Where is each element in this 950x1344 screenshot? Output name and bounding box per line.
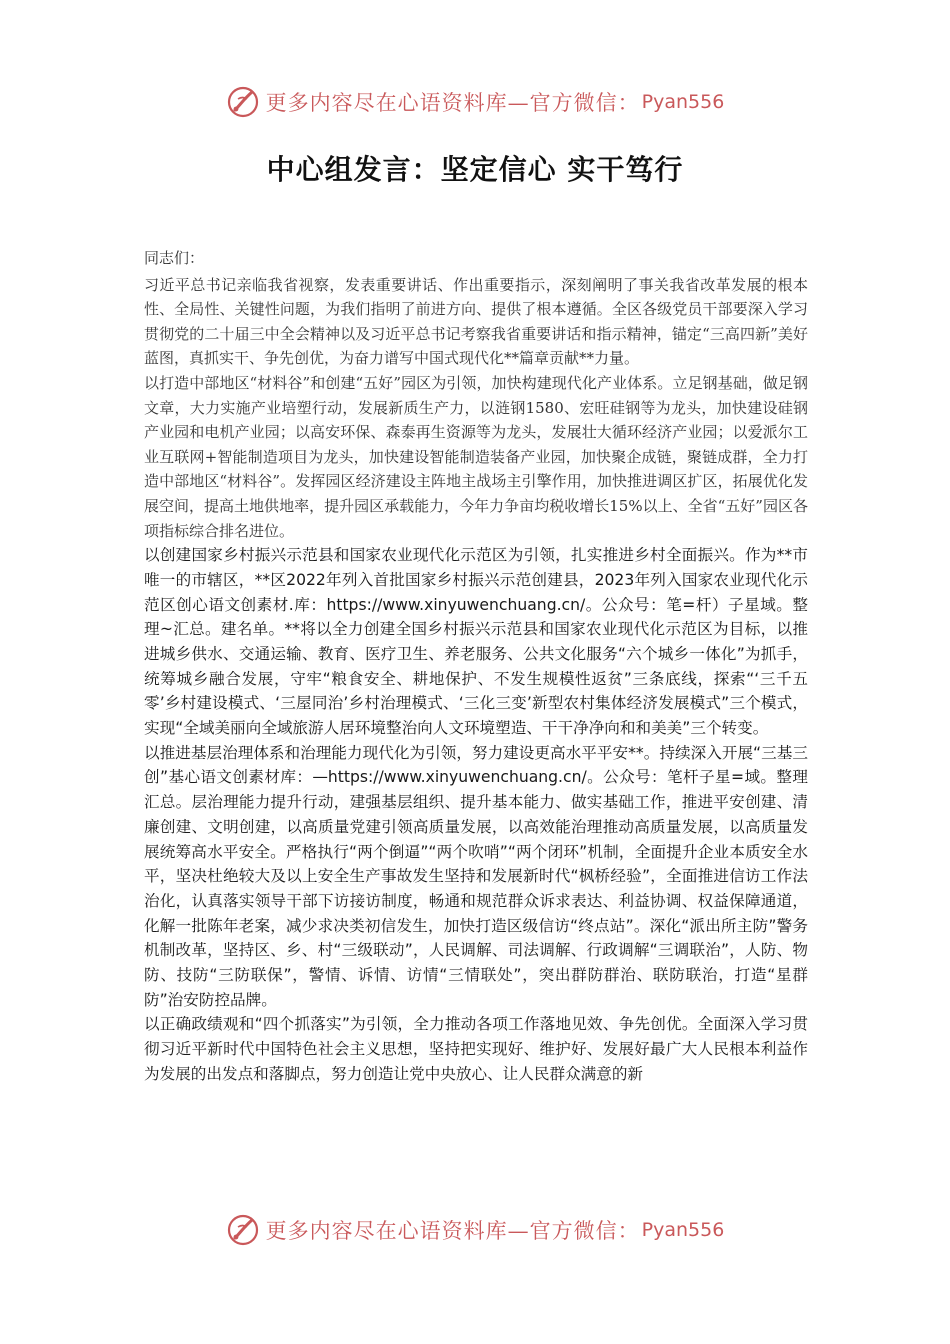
brush-logo-icon	[226, 85, 260, 119]
watermark-text: 更多内容尽在心语资料库—官方微信：	[265, 1219, 640, 1243]
document-title: 中心组发言：坚定信心 实干笃行	[266, 153, 684, 186]
paragraph-5: 以正确政绩观和“四个抓落实”为引领，全力推动各项工作落地见效、争先创优。全面深入学习贯彻习近平新时代中国特色社会主义思想，坚持把实现好、维护好、发展好最广大人民根本利益作为发展的出发点和落脚点，努力创造让党中央放心、让人民群众满意的新	[144, 1015, 808, 1083]
watermark-code: Pyan556	[641, 1219, 725, 1241]
document-body	[144, 246, 808, 1087]
salutation: 同志们：	[144, 249, 205, 267]
brush-logo-icon	[226, 1213, 260, 1247]
watermark-text: 更多内容尽在心语资料库—官方微信：	[265, 91, 640, 115]
watermark-banner-top	[0, 82, 950, 122]
paragraph-3: 以创建国家乡村振兴示范县和国家农业现代化示范区为引领，扎实推进乡村全面振兴。作为**市唯一的市辖区，**区2022年列入首批国家乡村振兴示范创建县，2023年列入国家农业现代化示范区创心语文创素材.库：https://www.xinyuwenchuang.cn/。公众号：笔=杆）子星域。整理~汇总。建名单。**将以全力创建全国乡村振兴示范县和国家农业现代化示范区为目标，以推进城乡供水、交通运输、教育、医疗卫生、养老服务、公共文化服务“六个城乡一体化”为抓手，统筹城乡融合发展，守牢“粮食安全、耕地保护、不发生规模性返贫”三条底线，探索“‘三千五零’乡村建设模式、‘三屋同治’乡村治理模式、‘三化三变’新型农村集体经济发展模式”三个模式，实现“全域美丽向全域旅游人居环境整治向人文环境塑造、干干净净向和和美美”三个转变。	[144, 546, 808, 738]
watermark-banner-bottom	[0, 1210, 950, 1250]
paragraph-1: 习近平总书记亲临我省视察，发表重要讲话、作出重要指示，深刻阐明了事关我省改革发展的根本性、全局性、关键性问题，为我们指明了前进方向、提供了根本遵循。全区各级党员干部要深入学习贯彻党的二十届三中全会精神以及习近平总书记考察我省重要讲话和指示精神，锚定“三高四新”美好蓝图，真抓实干、争先创优，为奋力谱写中国式现代化**篇章贡献**力量。	[144, 275, 808, 368]
paragraph-4: 以推进基层治理体系和治理能力现代化为引领，努力建设更高水平平安**。持续深入开展“三基三创”基心语文创素材库：—https://www.xinyuwenchuang.cn/。公众号：笔杆子星=域。整理汇总。层治理能力提升行动，建强基层组织、提升基本能力、做实基础工作，推进平安创建、清廉创建、文明创建，以高质量党建引领高质量发展，以高效能治理推动高质量发展，以高质量发展统筹高水平安全。严格执行“两个倒逼”“两个吹哨”“两个闭环”机制，全面提升企业本质安全水平，坚决杜绝较大及以上安全生产事故发生坚持和发展新时代“枫桥经验”，全面推进信访工作法治化，认真落实领导干部下访接访制度，畅通和规范群众诉求表达、利益协调、权益保障通道，化解一批陈年老案，减少求决类初信发生，加快打造区级信访“终点站”。深化“派出所主防”警务机制改革，坚持区、乡、村“三级联动”，人民调解、司法调解、行政调解“三调联治”，人防、物防、技防“三防联保”，警情、诉情、访情“三情联处”，突出群防群治、联防联治，打造“星群防”治安防控品牌。	[144, 743, 808, 1009]
paragraph-2: 以打造中部地区“材料谷”和创建“五好”园区为引领，加快构建现代化产业体系。立足钢基础，做足钢文章，大力实施产业培塑行动，发展新质生产力，以涟钢1580、宏旺硅钢等为龙头，加快建设硅钢产业园和电机产业园；以高安环保、森泰再生资源等为龙头，发展壮大循环经济产业园；以爱派尔工业互联网+智能制造项目为龙头，加快建设智能制造装备产业园，加快聚企成链，聚链成群，全力打造中部地区“材料谷”。发挥园区经济建设主阵地主战场主引擎作用，加快推进调区扩区，拓展优化发展空间，提高土地供地率，提升园区承载能力，今年力争亩均税收增长15%以上、全省“五好”园区各项指标综合排名进位。	[144, 373, 808, 540]
watermark-code: Pyan556	[641, 91, 725, 113]
